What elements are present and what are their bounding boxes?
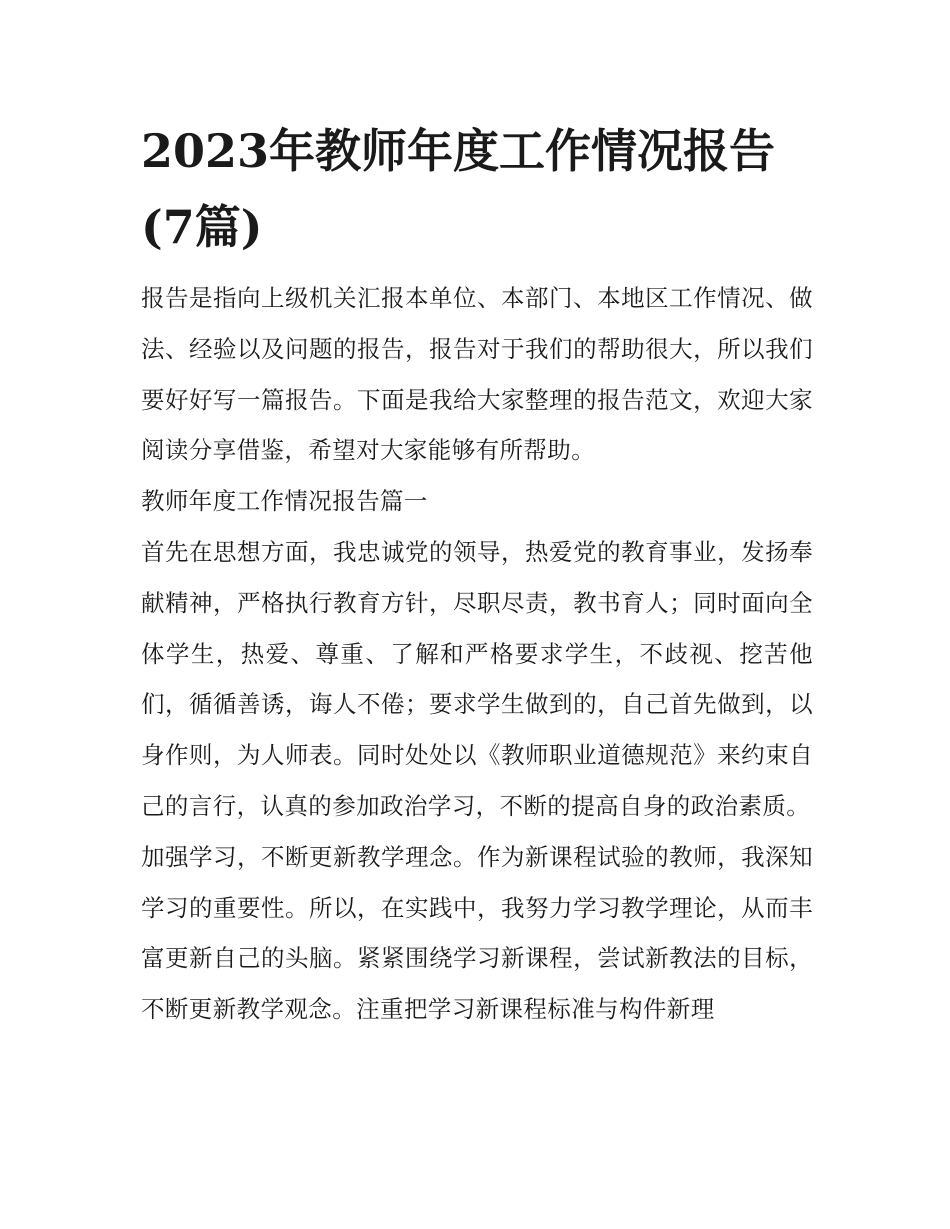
document-page xyxy=(141,113,813,1035)
body-paragraph: 加强学习，不断更新教学理念。作为新课程试验的教师，我深知学习的重要性。所以，在实践中，我努力学习教学理论，从而丰富更新自己的头脑。紧紧围绕学习新课程，尝试新教法的目标，不断更新教学观念。注重把学习新课程标准与构件新理 xyxy=(141,842,813,1024)
intro-paragraph: 报告是指向上级机关汇报本单位、本部门、本地区工作情况、做法、经验以及问题的报告，报告对于我们的帮助很大，所以我们要好好写一篇报告。下面是我给大家整理的报告范文，欢迎大家阅读分享借鉴，希望对大家能够有所帮助。 xyxy=(141,284,813,465)
document-body xyxy=(141,273,813,1035)
section-heading: 教师年度工作情况报告篇一 xyxy=(141,487,428,516)
body-paragraph: 首先在思想方面，我忠诚党的领导，热爱党的教育事业，发扬奉献精神，严格执行教育方针，尽职尽责，教书育人；同时面向全体学生，热爱、尊重、了解和严格要求学生，不歧视、挖苦他们，循循善诱，诲人不倦；要求学生做到的，自己首先做到，以身作则，为人师表。同时处处以《教师职业道德规范》来约束自己的言行，认真的参加政治学习，不断的提高自身的政治素质。 xyxy=(141,537,813,820)
document-title: 2023年教师年度工作情况报告(7篇) xyxy=(141,124,776,254)
